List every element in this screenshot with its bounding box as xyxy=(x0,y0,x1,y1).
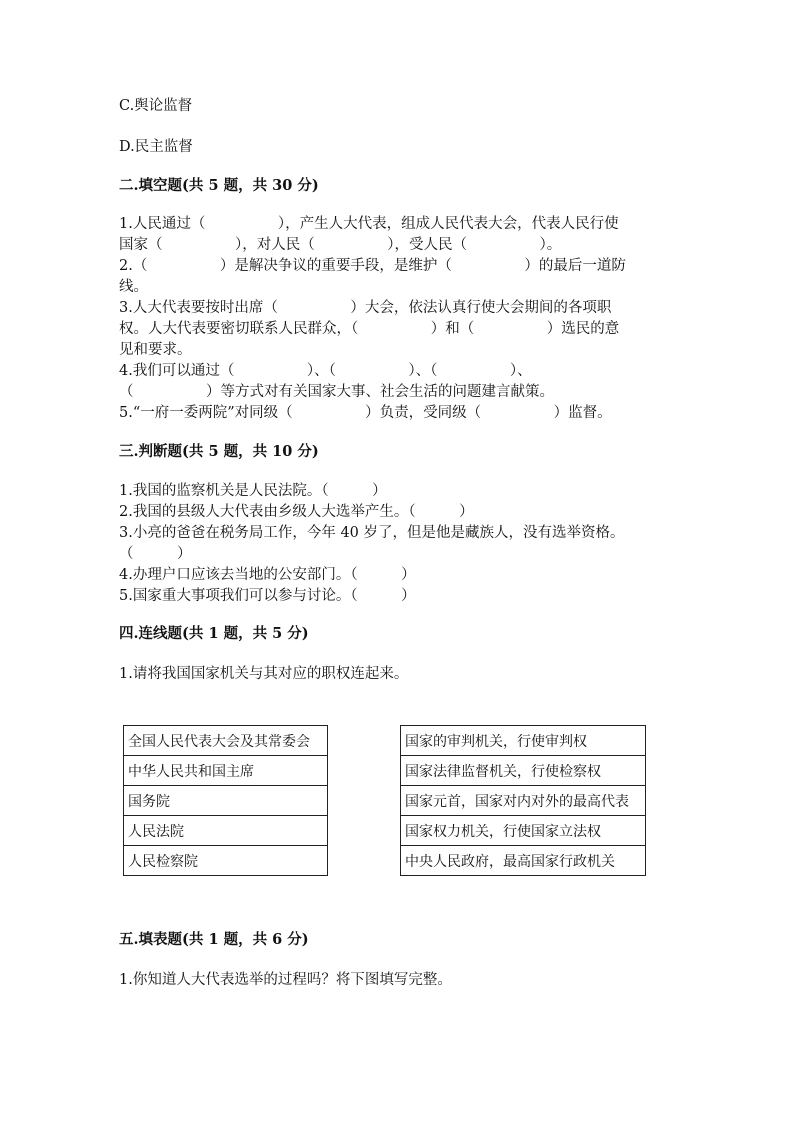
left-item-3: 国务院 xyxy=(124,786,328,816)
section-4-title: 四.连线题(共 1 题，共 5 分) xyxy=(119,625,309,642)
judge-line-4: （ ） xyxy=(119,546,192,562)
judge-line-2: 2.我国的县级人大代表由乡级人大选举产生。（ ） xyxy=(119,504,474,520)
table-row xyxy=(124,816,328,846)
matching-right-table xyxy=(400,725,646,876)
fill-line-2: 国家（ ），对人民（ ），受人民（ ）。 xyxy=(119,237,562,253)
table-row xyxy=(401,786,646,816)
fill-line-7: 见和要求。 xyxy=(119,342,192,358)
table-row xyxy=(124,756,328,786)
fill-line-10: 5.“一府一委两院”对同级（ ）负责，受同级（ ）监督。 xyxy=(119,405,612,421)
fill-line-8: 4.我们可以通过（ ）、（ ）、（ ）、 xyxy=(119,363,532,379)
right-item-4: 国家权力机关，行使国家立法权 xyxy=(401,816,646,846)
right-item-1: 国家的审判机关，行使审判权 xyxy=(401,726,646,756)
judge-line-5: 4.办理户口应该去当地的公安部门。（ ） xyxy=(119,567,416,583)
table-row xyxy=(124,786,328,816)
table-row xyxy=(401,726,646,756)
left-item-2: 中华人民共和国主席 xyxy=(124,756,328,786)
judge-line-1: 1.我国的监察机关是人民法院。（ ） xyxy=(119,483,387,499)
table-row xyxy=(124,846,328,876)
table-row xyxy=(401,756,646,786)
section-5-title: 五.填表题(共 1 题，共 6 分) xyxy=(119,931,309,948)
matching-left-table xyxy=(123,725,328,876)
option-c: C.舆论监督 xyxy=(119,98,193,114)
fill-line-1: 1.人民通过（ ），产生人大代表，组成人民代表大会，代表人民行使 xyxy=(119,216,619,232)
table-row xyxy=(401,846,646,876)
right-item-5: 中央人民政府，最高国家行政机关 xyxy=(401,846,646,876)
left-item-1: 全国人民代表大会及其常委会 xyxy=(124,726,328,756)
option-d: D.民主监督 xyxy=(119,139,193,155)
table-row xyxy=(401,816,646,846)
left-item-5: 人民检察院 xyxy=(124,846,328,876)
right-item-2: 国家法律监督机关，行使检察权 xyxy=(401,756,646,786)
judge-line-3: 3.小亮的爸爸在税务局工作，今年 40 岁了，但是他是藏族人，没有选举资格。 xyxy=(119,525,625,541)
matching-question: 1.请将我国国家机关与其对应的职权连起来。 xyxy=(119,666,409,682)
section-3-title: 三.判断题(共 5 题，共 10 分) xyxy=(119,443,319,460)
fill-line-3: 2.（ ）是解决争议的重要手段，是维护（ ）的最后一道防 xyxy=(119,258,626,274)
fill-line-4: 线。 xyxy=(119,279,148,295)
left-item-4: 人民法院 xyxy=(124,816,328,846)
table-fill-question: 1.你知道人大代表选举的过程吗？将下图填写完整。 xyxy=(119,972,452,988)
table-row xyxy=(124,726,328,756)
right-item-3: 国家元首，国家对内对外的最高代表 xyxy=(401,786,646,816)
judge-line-6: 5.国家重大事项我们可以参与讨论。（ ） xyxy=(119,588,416,604)
fill-line-5: 3.人大代表要按时出席（ ）大会，依法认真行使大会期间的各项职 xyxy=(119,300,612,316)
fill-line-6: 权。人大代表要密切联系人民群众，（ ）和（ ）选民的意 xyxy=(119,321,620,337)
section-2-title: 二.填空题(共 5 题，共 30 分) xyxy=(119,177,319,194)
fill-line-9: （ ）等方式对有关国家大事、社会生活的问题建言献策。 xyxy=(119,384,554,400)
